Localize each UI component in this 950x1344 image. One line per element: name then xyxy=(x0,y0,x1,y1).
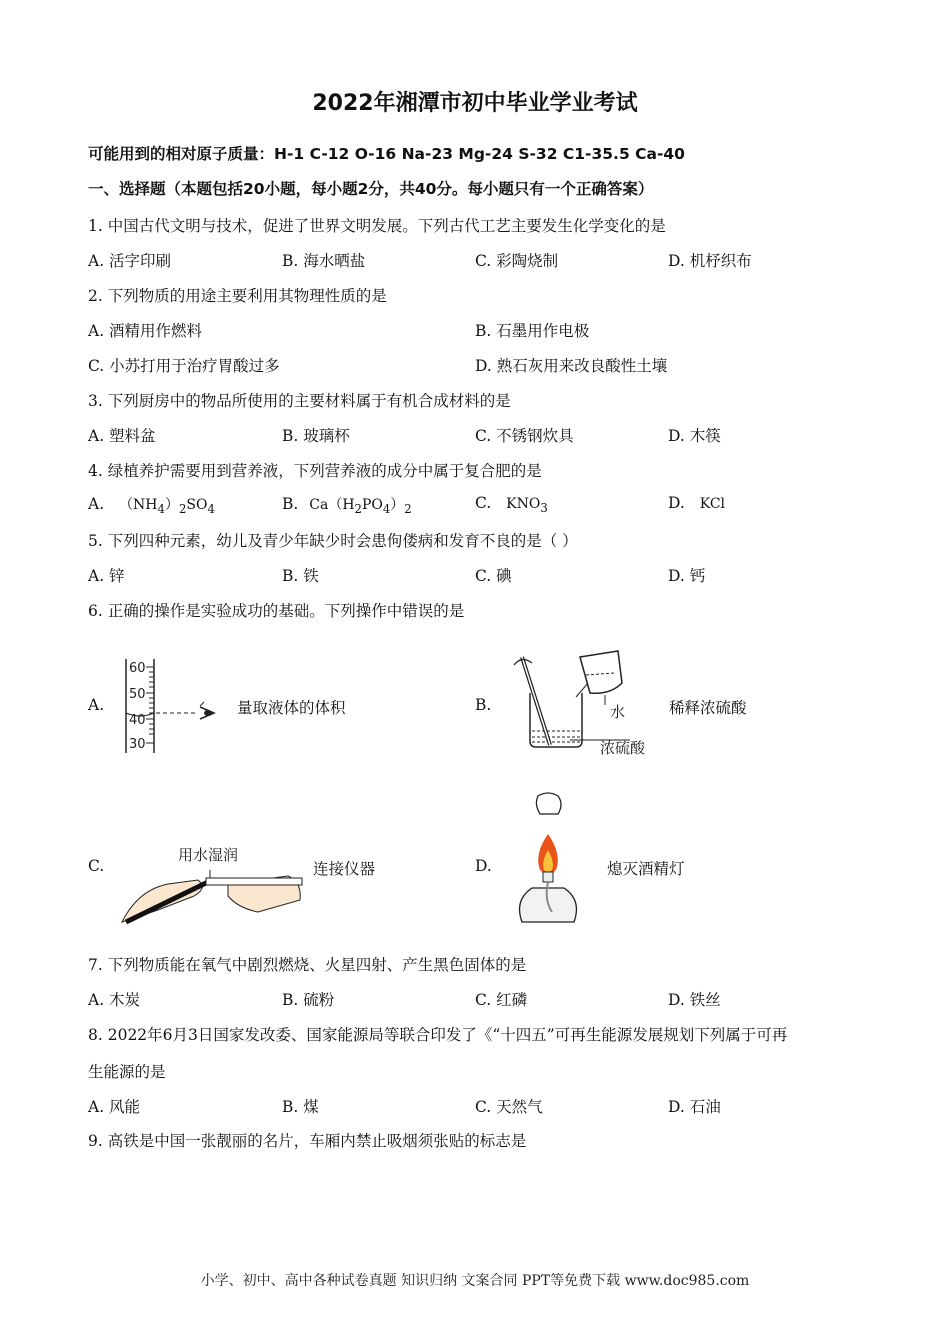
q6-option-c-text: 连接仪器 xyxy=(313,860,376,878)
q8-option-a: A. 风能 xyxy=(88,1098,141,1116)
q4-d-prefix: D. xyxy=(668,494,685,512)
acid-label: 浓硫酸 xyxy=(600,739,646,757)
question-7-stem: 7. 下列物质能在氧气中剧烈燃烧、火星四射、产生黑色固体的是 xyxy=(88,956,527,974)
q2-option-c: C. 小苏打用于治疗胃酸过多 xyxy=(88,357,280,375)
q8-option-c: C. 天然气 xyxy=(475,1098,543,1116)
q2-option-d: D. 熟石灰用来改良酸性土壤 xyxy=(475,357,668,375)
q7-option-a: A. 木炭 xyxy=(88,991,141,1009)
q4-c-sub: 3 xyxy=(540,500,548,515)
tick-60: 60 xyxy=(129,661,146,676)
q4-b-formula xyxy=(309,497,412,516)
page-footer[interactable]: 小学、初中、高中各种试卷真题 知识归纳 文案合同 PPT等免费下载 www.doc985.com xyxy=(200,1273,750,1289)
q6-option-b-label: B. xyxy=(475,696,492,714)
section-heading: 一、选择题（本题包括20小题，每小题2分，共40分。每小题只有一个正确答案） xyxy=(88,180,654,198)
q3-option-c: C. 不锈钢炊具 xyxy=(475,427,574,445)
q4-option-b xyxy=(282,494,412,516)
q4-b-prefix: B. xyxy=(282,495,299,513)
q6-option-d-text: 熄灭酒精灯 xyxy=(607,860,685,878)
atomic-masses: 可能用到的相对原子质量：H-1 C-12 O-16 Na-23 Mg-24 S-32 C1-35.5 Ca-40 xyxy=(88,145,685,163)
q7-option-c: C. 红磷 xyxy=(475,991,528,1009)
question-3-stem: 3. 下列厨房中的物品所使用的主要材料属于有机合成材料的是 xyxy=(88,392,511,410)
question-2-stem: 2. 下列物质的用途主要利用其物理性质的是 xyxy=(88,287,387,305)
q1-option-b: B. 海水晒盐 xyxy=(282,252,366,270)
question-5-stem: 5. 下列四种元素，幼儿及青少年缺少时会患佝偻病和发育不良的是（ ） xyxy=(88,532,578,550)
q4-c-prefix: C. xyxy=(475,494,492,512)
q4-b-part3: ） xyxy=(390,497,405,513)
q4-b-sub1: 2 xyxy=(354,501,362,516)
q4-a-sub3: 4 xyxy=(207,501,215,516)
question-4-stem: 4. 绿植养护需要用到营养液，下列营养液的成分中属于复合肥的是 xyxy=(88,462,542,480)
q6-option-a-label: A. xyxy=(88,696,105,714)
q4-a-formula xyxy=(119,497,215,516)
q5-option-b: B. 铁 xyxy=(282,567,319,585)
q4-c-part1: KNO xyxy=(506,496,541,512)
q4-option-a xyxy=(88,494,215,516)
graduated-cylinder-figure xyxy=(118,655,228,755)
water-label: 水 xyxy=(610,703,626,721)
q6-option-d-label: D. xyxy=(475,857,492,875)
question-1-stem: 1. 中国古代文明与技术，促进了世界文明发展。下列古代工艺主要发生化学变化的是 xyxy=(88,217,666,235)
connect-apparatus-figure xyxy=(118,840,308,930)
question-9-stem: 9. 高铁是中国一张靓丽的名片，车厢内禁止吸烟须张贴的标志是 xyxy=(88,1132,527,1150)
q4-a-prefix: A. xyxy=(88,495,105,513)
q4-a-part2: ） xyxy=(164,497,179,513)
alcohol-lamp-figure xyxy=(508,790,588,930)
q4-a-sub2: 2 xyxy=(178,501,187,516)
q7-option-b: B. 硫粉 xyxy=(282,991,335,1009)
q4-b-sub2: 4 xyxy=(382,501,391,516)
q2-option-a: A. 酒精用作燃料 xyxy=(88,322,203,340)
q5-option-c: C. 碘 xyxy=(475,567,512,585)
q3-option-b: B. 玻璃杯 xyxy=(282,427,350,445)
q4-option-d xyxy=(668,494,725,512)
tick-40: 40 xyxy=(129,713,146,728)
q6-option-b-text: 稀释浓硫酸 xyxy=(669,699,747,717)
q1-option-a: A. 活字印刷 xyxy=(88,252,172,270)
question-6-stem: 6. 正确的操作是实验成功的基础。下列操作中错误的是 xyxy=(88,602,465,620)
q4-a-part1: （NH xyxy=(119,497,158,513)
q1-option-c: C. 彩陶烧制 xyxy=(475,252,559,270)
q7-option-d: D. 铁丝 xyxy=(668,991,721,1009)
question-8-stem-line2: 生能源的是 xyxy=(88,1063,166,1081)
page-title: 2022年湘潭市初中毕业学业考试 xyxy=(312,91,638,116)
q5-option-d: D. 钙 xyxy=(668,567,706,585)
tick-30: 30 xyxy=(129,737,146,752)
lamp-cap-icon xyxy=(536,793,561,814)
q8-option-d: D. 石油 xyxy=(668,1098,721,1116)
tick-50: 50 xyxy=(129,687,146,702)
q8-option-b: B. 煤 xyxy=(282,1098,319,1116)
q6-option-c-label: C. xyxy=(88,857,105,875)
wet-label: 用水湿润 xyxy=(178,846,239,864)
question-8-stem-line1: 8. 2022年6月3日国家发改委、国家能源局等联合印发了《“十四五”可再生能源发展规划下列属于可再 xyxy=(88,1026,788,1044)
q3-option-a: A. 塑料盆 xyxy=(88,427,156,445)
q4-option-c xyxy=(475,494,548,515)
q4-a-part3: SO xyxy=(186,497,208,513)
q6-option-a-text: 量取液体的体积 xyxy=(237,699,346,717)
q4-b-sub3: 2 xyxy=(404,501,412,516)
q1-option-d: D. 机杼织布 xyxy=(668,252,752,270)
q4-b-part2: PO xyxy=(361,497,383,513)
q4-b-part1: Ca（H xyxy=(309,497,355,513)
q4-d-formula: KCl xyxy=(699,496,726,512)
q3-option-d: D. 木筷 xyxy=(668,427,721,445)
q4-c-formula xyxy=(506,496,548,515)
dilution-figure xyxy=(510,645,660,760)
q5-option-a: A. 锌 xyxy=(88,567,125,585)
q4-a-sub1: 4 xyxy=(157,501,165,516)
eye-icon xyxy=(200,702,214,719)
q2-option-b: B. 石墨用作电极 xyxy=(475,322,590,340)
